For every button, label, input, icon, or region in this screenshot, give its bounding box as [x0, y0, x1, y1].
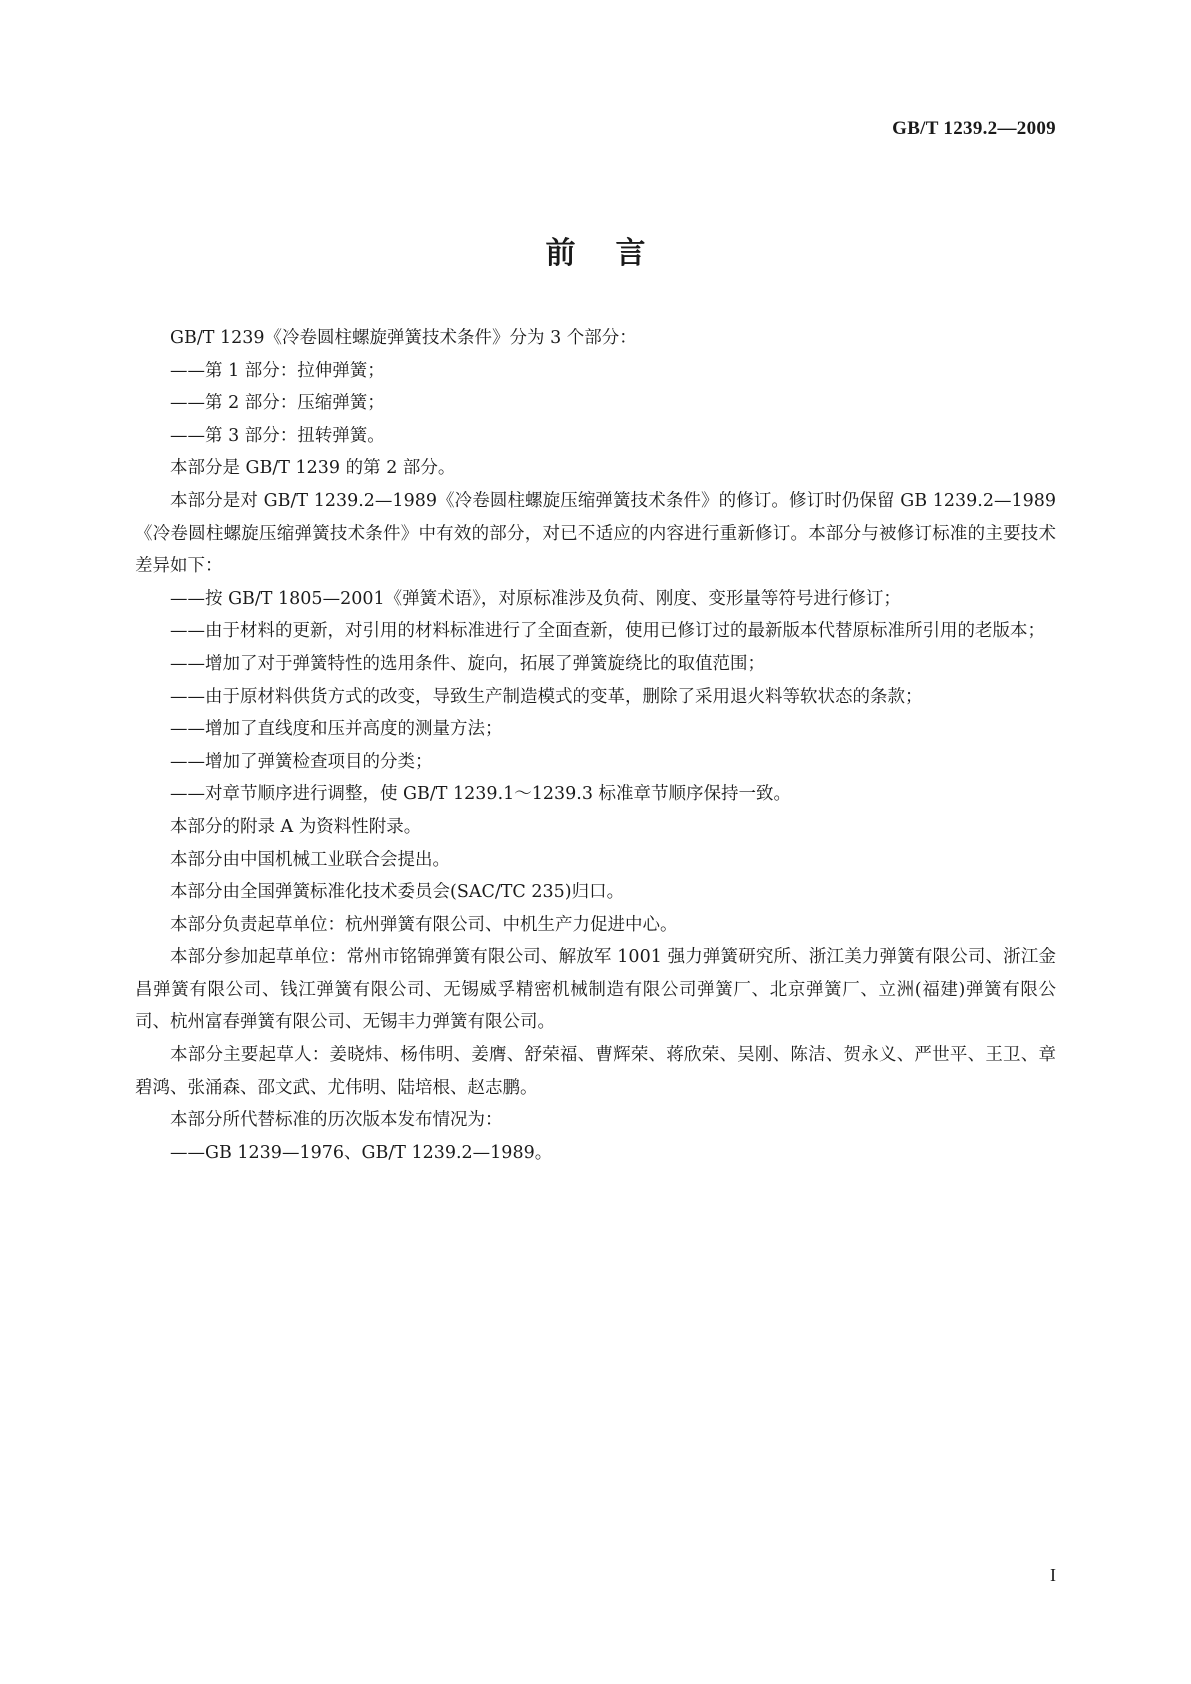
paragraph: 本部分由中国机械工业联合会提出。 [170, 849, 450, 870]
list-item: ——增加了直线度和压并高度的测量方法； [170, 719, 503, 740]
paragraph: 本部分由全国弹簧标准化技术委员会(SAC/TC 235)归口。 [170, 882, 625, 903]
list-item: ——第 1 部分：拉伸弹簧； [170, 360, 385, 381]
standard-code: GB/T 1239.2—2009 [892, 118, 1056, 139]
page-number: I [1050, 1565, 1056, 1585]
list-item: ——按 GB/T 1805—2001《弹簧术语》，对原标准涉及负荷、刚度、变形量等符号进行修订； [170, 588, 901, 609]
paragraph: 本部分所代替标准的历次版本发布情况为： [170, 1110, 503, 1131]
page-title: 前言 [545, 236, 686, 271]
paragraph: 本部分参加起草单位：常州市铭锦弹簧有限公司、解放军 1001 强力弹簧研究所、浙江美力弹簧有限公司、浙江金昌弹簧有限公司、钱江弹簧有限公司、无锡威孚精密机械制造有限公司弹簧厂、北京弹簧厂、立洲(福建)弹簧有限公司、杭州富春弹簧有限公司、无锡丰力弹簧有限公司。 [135, 947, 1056, 1033]
list-item: ——增加了对于弹簧特性的选用条件、旋向，拓展了弹簧旋绕比的取值范围； [170, 653, 765, 674]
paragraph: 本部分是 GB/T 1239 的第 2 部分。 [170, 458, 456, 479]
list-item: ——第 2 部分：压缩弹簧； [170, 393, 385, 414]
list-item: ——对章节顺序进行调整，使 GB/T 1239.1～1239.3 标准章节顺序保持一致。 [170, 784, 792, 805]
paragraph: 本部分负责起草单位：杭州弹簧有限公司、中机生产力促进中心。 [170, 914, 678, 935]
list-item: ——由于材料的更新，对引用的材料标准进行了全面查新，使用已修订过的最新版本代替原标准所引用的老版本； [170, 621, 1045, 642]
paragraph: 本部分主要起草人：姜晓炜、杨伟明、姜膺、舒荣福、曹辉荣、蒋欣荣、吴刚、陈洁、贺永义、严世平、王卫、章碧鸿、张涌森、邵文武、尤伟明、陆培根、赵志鹏。 [135, 1045, 1056, 1098]
paragraph: GB/T 1239《冷卷圆柱螺旋弹簧技术条件》分为 3 个部分： [170, 328, 637, 348]
foreword-body [135, 322, 1056, 1169]
paragraph: 本部分是对 GB/T 1239.2—1989《冷卷圆柱螺旋压缩弹簧技术条件》的修订。修订时仍保留 GB 1239.2—1989《冷卷圆柱螺旋压缩弹簧技术条件》中有效的部分，对已不适应的内容进行重新修订。本部分与被修订标准的主要技术差异如下： [135, 490, 1056, 577]
paragraph: 本部分的附录 A 为资料性附录。 [170, 816, 422, 837]
list-item: ——增加了弹簧检查项目的分类； [170, 751, 433, 772]
list-item: ——第 3 部分：扭转弹簧。 [170, 425, 385, 446]
list-item: ——由于原材料供货方式的改变，导致生产制造模式的变革，删除了采用退火料等软状态的条款； [170, 686, 923, 707]
list-item: ——GB 1239—1976、GB/T 1239.2—1989。 [170, 1142, 553, 1163]
